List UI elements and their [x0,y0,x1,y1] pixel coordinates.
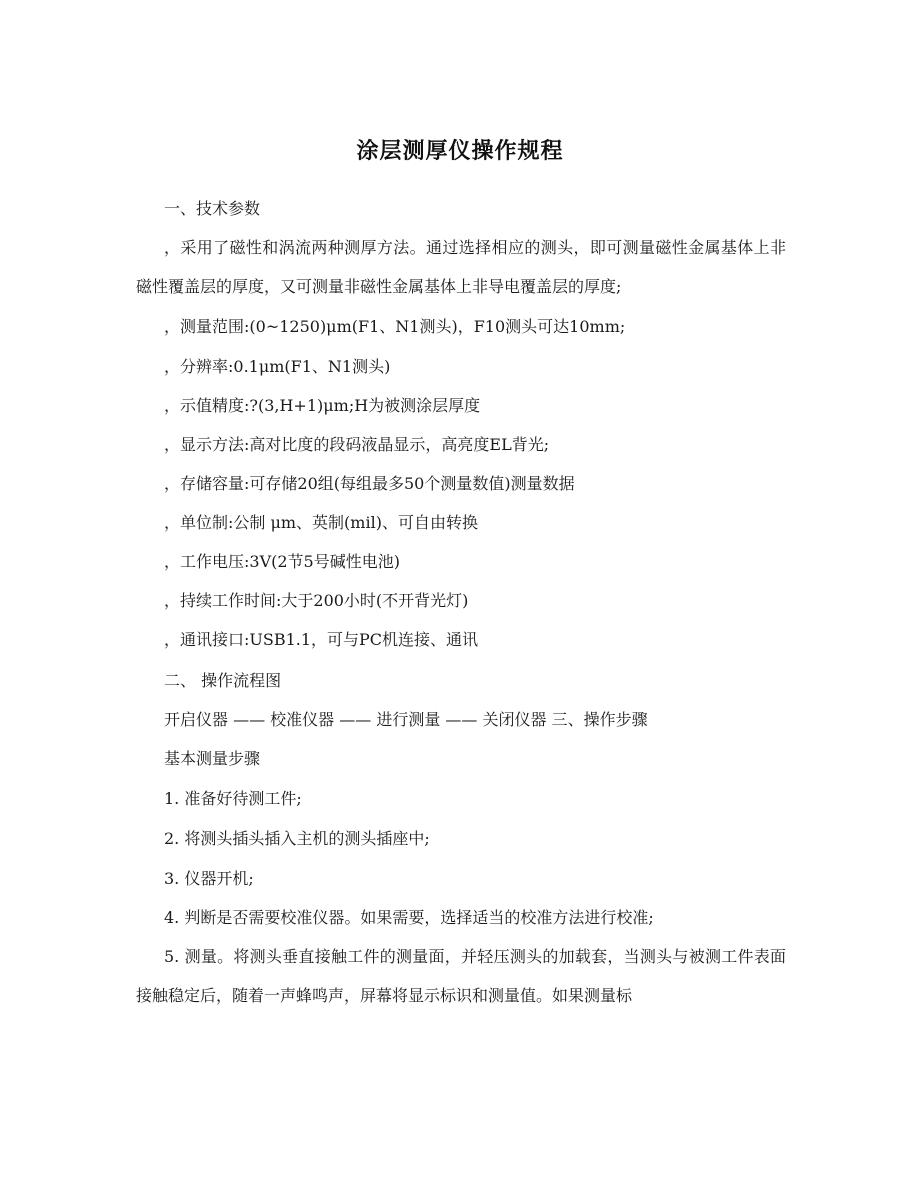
param-measure-range: ，测量范围:(0~1250)μm(F1、N1测头)，F10测头可达10mm; [164,317,626,336]
basic-steps-heading: 基本测量步骤 [164,749,261,768]
step-1: 1. 准备好待测工件; [164,789,302,808]
param-voltage: ，工作电压:3V(2节5号碱性电池) [164,552,400,571]
param-units: ，单位制:公制 μm、英制(mil)、可自由转换 [164,513,478,532]
param-accuracy: ，示值精度:?(3,H+1)μm;H为被测涂层厚度 [164,396,481,415]
param-runtime: ，持续工作时间:大于200小时(不开背光灯) [164,591,469,610]
section-heading-technical-params: 一、技术参数 [164,199,261,218]
param-interface: ，通讯接口:USB1.1，可与PC机连接、通讯 [164,630,479,649]
param-resolution: ，分辨率:0.1μm(F1、N1测头) [164,357,391,376]
step-2: 2. 将测头插头插入主机的测头插座中; [164,829,430,848]
step-3: 3. 仪器开机; [164,869,254,888]
param-display: ，显示方法:高对比度的段码液晶显示，高亮度EL背光; [164,435,550,454]
step-4: 4. 判断是否需要校准仪器。如果需要，选择适当的校准方法进行校准; [164,908,654,927]
param-storage: ，存储容量:可存储20组(每组最多50个测量数值)测量数据 [164,474,575,493]
document-title: 涂层测厚仪操作规程 [356,138,564,164]
section-heading-flowchart: 二、 操作流程图 [164,671,282,690]
flow-line: 开启仪器 —— 校准仪器 —— 进行测量 —— 关闭仪器 三、操作步骤 [164,710,648,729]
step-5-paragraph: 5. 测量。将测头垂直接触工件的测量面，并轻压测头的加载套，当测头与被测工件表面接触稳定后，随着一声蜂鸣声，屏幕将显示标识和测量值。如果测量标 [136,947,786,1005]
intro-paragraph: ，采用了磁性和涡流两种测厚方法。通过选择相应的测头，即可测量磁性金属基体上非磁性覆盖层的厚度，又可测量非磁性金属基体上非导电覆盖层的厚度; [136,238,786,296]
